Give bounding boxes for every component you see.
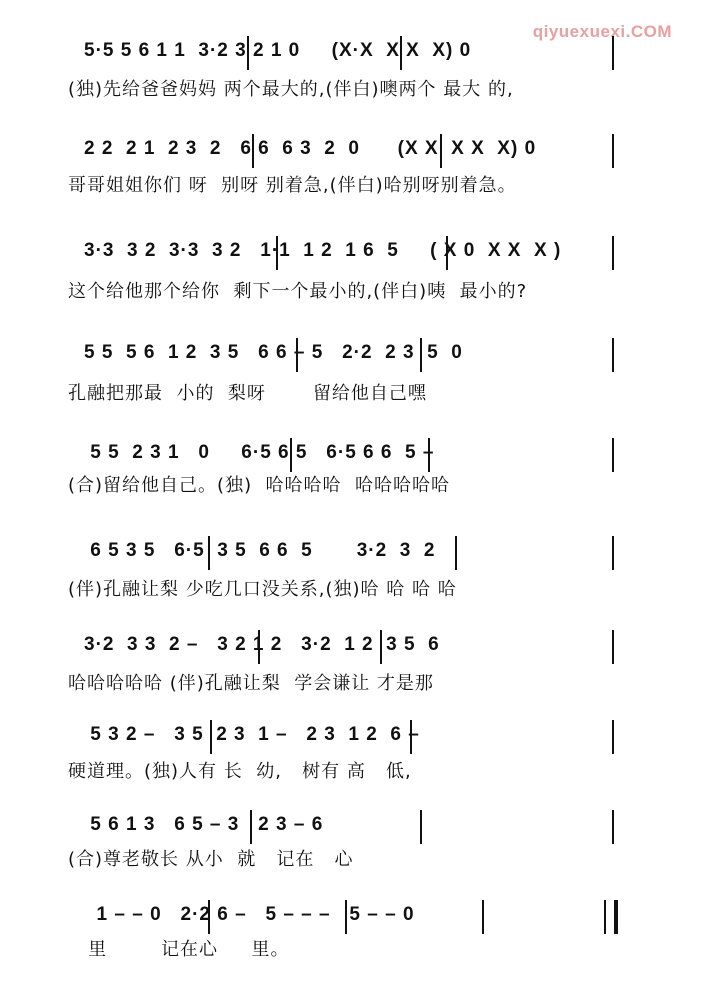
notation-line: 5 5 2 3 1 0 6·5 6 5 6·5 6 6 5 – (84, 442, 435, 463)
barline (612, 810, 614, 844)
lyric-line: 硬道理。(独)人有 长 幼, 树有 高 低, (68, 761, 412, 782)
barline (428, 438, 430, 472)
barline (612, 438, 614, 472)
lyric-line: 里 记在心 里。 (68, 939, 290, 960)
barline (612, 134, 614, 168)
lyric-line: (伴)孔融让梨 少吃几口没关系,(独)哈 哈 哈 哈 (68, 579, 457, 600)
barline (210, 720, 212, 754)
barline (410, 720, 412, 754)
barline (420, 338, 422, 372)
barline (612, 630, 614, 664)
site-watermark: qiyuexuexi.COM (532, 22, 672, 41)
lyric-line: 孔融把那最 小的 梨呀 留给他自己嘿 (68, 383, 427, 404)
barline (482, 900, 484, 934)
barline (296, 338, 298, 372)
barline (380, 630, 382, 664)
barline (612, 236, 614, 270)
barline (252, 134, 254, 168)
barline (250, 810, 252, 844)
notation-line: 3·2 3 3 2 – 3 2 1 2 3·2 1 2 3 5 6 (84, 634, 440, 655)
barline (455, 536, 457, 570)
barline (208, 536, 210, 570)
barline (420, 810, 422, 844)
barline (247, 36, 249, 70)
lyric-line: (合)尊老敬长 从小 就 记在 心 (68, 849, 354, 870)
notation-line: 5·5 5 6 1 1 3·2 3 2 1 0 (X·X X X X) 0 (84, 40, 472, 61)
notation-line: 5 5 5 6 1 2 3 5 6 6 – 5 2·2 2 3 5 0 (84, 342, 463, 363)
notation-line: 6 5 3 5 6·5 3 5 6 6 5 3·2 3 2 (84, 540, 436, 561)
barline (612, 36, 614, 70)
final-barline (604, 900, 618, 934)
notation-line: 5 6 1 3 6 5 – 3 2 3 – 6 (84, 814, 324, 835)
lyric-line: 哥哥姐姐你们 呀 别呀 别着急,(伴白)哈别呀别着急。 (68, 175, 517, 196)
barline (400, 36, 402, 70)
barline (440, 134, 442, 168)
barline (612, 338, 614, 372)
lyric-line: 哈哈哈哈哈 (伴)孔融让梨 学会谦让 才是那 (68, 673, 434, 694)
notation-line: 1 – – 0 2·2 6 – 5 – – – 5 – – 0 (84, 904, 415, 925)
notation-line: 5 3 2 – 3 5 2 3 1 – 2 3 1 2 6 – (84, 724, 420, 745)
lyric-line: (合)留给他自己。(独) 哈哈哈哈 哈哈哈哈哈 (68, 475, 450, 496)
barline (276, 236, 278, 270)
barline (258, 630, 260, 664)
notation-line: 3·3 3 2 3·3 3 2 1·1 1 2 1 6 5 ( X 0 X X X ) (84, 240, 562, 261)
lyric-line: 这个给他那个给你 剩下一个最小的,(伴白)咦 最小的? (68, 281, 528, 302)
barline (345, 900, 347, 934)
barline (612, 720, 614, 754)
notation-line: 2 2 2 1 2 3 2 6 6 6 3 2 0 (X X X X X) 0 (84, 138, 537, 159)
barline (290, 438, 292, 472)
barline (446, 236, 448, 270)
barline (612, 536, 614, 570)
lyric-line: (独)先给爸爸妈妈 两个最大的,(伴白)噢两个 最大 的, (68, 79, 514, 100)
barline (208, 900, 210, 934)
